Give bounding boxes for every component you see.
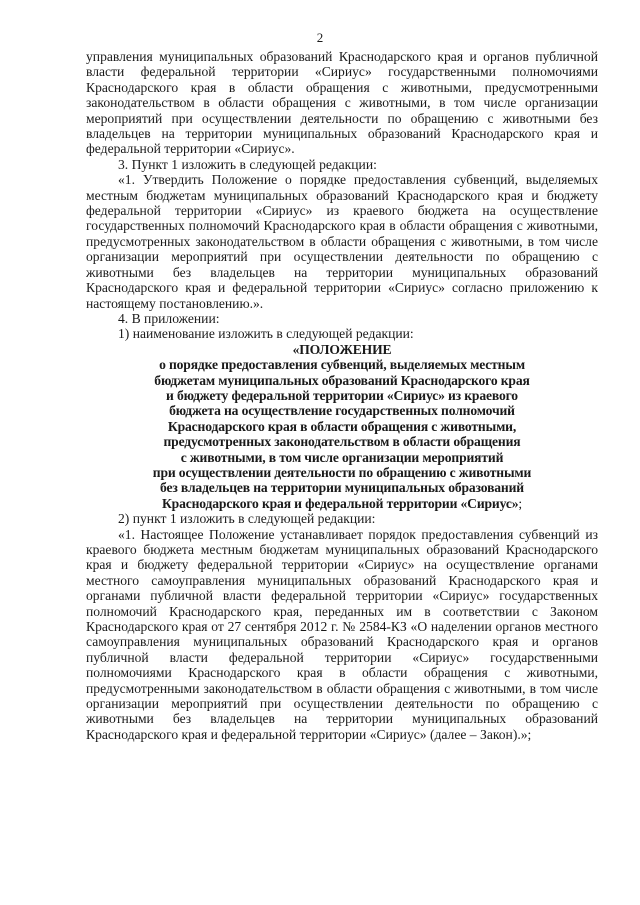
- title-line: с животными, в том числе организации мероприятий: [180, 449, 504, 465]
- subpoint-1-intro: 1) наименование изложить в следующей редакции:: [118, 326, 414, 342]
- title-line: «ПОЛОЖЕНИЕ: [292, 341, 392, 357]
- title-line: при осуществлении деятельности по обращению с животными: [152, 464, 532, 480]
- point-3-intro: 3. Пункт 1 изложить в следующей редакции:: [118, 156, 377, 172]
- point-4-intro: 4. В приложении:: [118, 310, 220, 326]
- title-line: и бюджету федеральной территории «Сириус» из краевого: [166, 387, 518, 403]
- title-line: Краснодарского края в области обращения с животными,: [167, 418, 517, 434]
- title-line: Краснодарского края и федеральной территории «Сириус»: [161, 495, 519, 511]
- title-last-line: [86, 496, 598, 511]
- subpoint-2-intro: 2) пункт 1 изложить в следующей редакции:: [118, 511, 376, 527]
- title-line: о порядке предоставления субвенций, выделяемых местным: [159, 357, 525, 373]
- title-line: без владельцев на территории муниципальных образований: [160, 480, 524, 496]
- page-number: 2: [316, 30, 324, 45]
- title-line: бюджета на осуществление государственных полномочий: [169, 403, 515, 419]
- title-end-punct: ;: [518, 495, 523, 511]
- paragraph-continuation: управления муниципальных образований Краснодарского края и органов публичной власти федеральной территории «Сириус» государственными полномочиями Краснодарского края в области обращения с животными, предусмотренными законодательством в области обращения с животными, в том числе организации мероприятий при осуществлении деятельности по обращению с животными без владельцев на территории муниципальных образований Краснодарского края и федеральной территории «Сириус».: [86, 49, 598, 157]
- point-1-text: «1. Настоящее Положение устанавливает порядок предоставления субвенций из краевого бюджета местным бюджетам муниципальных образований Краснодарского края и бюджету федеральной территории «Сириус» на осуществление органами местного самоуправления муниципальных образований Краснодарского края и органами публичной власти федеральной территории «Сириус» государственных полномочий Краснодарского края, переданных им в соответствии с Законом Краснодарского края от 27 сентября 2012 г. № 2584-КЗ «О наделении органов местного самоуправления муниципальных образований Краснодарского края и органов публичной власти федеральной территории «Сириус» государственными полномочиями Краснодарского края в области обращения с животными, предусмотренными законодательством в области обращения с животными, в том числе организации мероприятий при осуществлении деятельности по обращению с животными без владельцев на территории муниципальных образований Краснодарского края и федеральной территории «Сириус» (далее – Закон).»;: [86, 526, 598, 742]
- title-line: бюджетам муниципальных образований Краснодарского края: [154, 372, 530, 388]
- document-body: [86, 49, 598, 742]
- title-line: предусмотренных законодательством в области обращения: [163, 434, 521, 450]
- point-3-text: «1. Утвердить Положение о порядке предоставления субвенций, выделяемых местным бюджетам муниципальных образований Краснодарского края и бюджету федеральной территории «Сириус» из краевого бюджета на осуществление государственных полномочий Краснодарского края в области обращения с животными, предусмотренных законодательством в области обращения с животными, в том числе организации мероприятий при осуществлении деятельности по обращению с животными без владельцев на территории муниципальных образований Краснодарского края и федеральной территории «Сириус» согласно приложению к настоящему постановлению.».: [86, 172, 598, 311]
